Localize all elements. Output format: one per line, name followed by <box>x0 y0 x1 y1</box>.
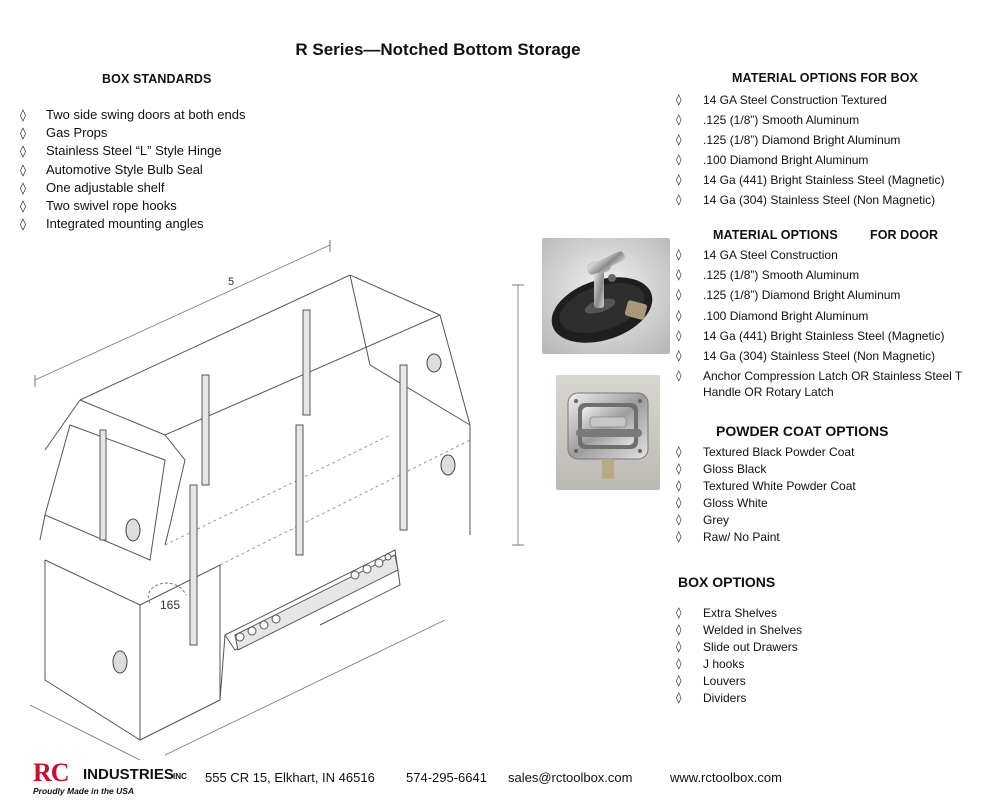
list-item-text: Automotive Style Bulb Seal <box>46 161 203 177</box>
list-item-text: .100 Diamond Bright Aluminum <box>703 308 869 323</box>
list-item <box>20 197 320 215</box>
list-item <box>676 656 976 673</box>
list-item-text: Anchor Compression Latch OR Stainless Steel T Handle OR Rotary Latch <box>703 369 963 400</box>
list-item <box>20 106 320 124</box>
list-item <box>676 673 976 690</box>
diamond-bullet-icon: ◊ <box>676 308 682 322</box>
diamond-bullet-icon: ◊ <box>676 496 682 509</box>
diamond-bullet-icon: ◊ <box>676 513 682 526</box>
diamond-bullet-icon: ◊ <box>676 462 682 475</box>
list-item <box>676 368 994 400</box>
footer-address: 555 CR 15, Elkhart, IN 46516 <box>205 770 375 785</box>
list-item-text: Louvers <box>703 674 746 688</box>
logo-rc-text: RC <box>33 758 69 787</box>
material-door-heading: MATERIAL OPTIONS <box>713 228 838 242</box>
box-options-heading: BOX OPTIONS <box>678 574 776 590</box>
top-dimension-label: 5 <box>228 276 235 288</box>
diamond-bullet-icon: ◊ <box>20 144 26 159</box>
list-item-text: 14 Ga (441) Bright Stainless Steel (Magnetic) <box>703 173 945 187</box>
list-item-text: .125 (1/8”) Smooth Aluminum <box>703 113 860 127</box>
diamond-bullet-icon: ◊ <box>676 674 682 687</box>
footer-phone: 574-295-6641 <box>406 770 487 785</box>
list-item <box>20 142 320 160</box>
list-item <box>20 161 320 179</box>
t-handle-latch-photo <box>556 375 660 490</box>
diamond-bullet-icon: ◊ <box>676 93 682 106</box>
diamond-bullet-icon: ◊ <box>676 248 682 261</box>
logo-tagline: Proudly Made in the USA <box>33 786 135 796</box>
list-item <box>676 308 994 328</box>
powder-coat-heading: POWDER COAT OPTIONS <box>716 423 889 439</box>
rc-industries-logo <box>33 758 187 798</box>
material-door-list <box>676 247 994 400</box>
list-item <box>20 124 320 142</box>
toolbox-line-drawing <box>0 225 540 770</box>
list-item <box>676 512 976 529</box>
list-item <box>676 461 976 478</box>
list-item-text: Gloss Black <box>703 462 767 476</box>
diamond-bullet-icon: ◊ <box>676 479 682 492</box>
list-item-text: 14 GA Steel Construction <box>703 248 838 262</box>
list-item-text: Textured Black Powder Coat <box>703 445 855 459</box>
diamond-bullet-icon: ◊ <box>676 153 682 166</box>
list-item <box>676 622 976 639</box>
list-item-text: J hooks <box>703 657 745 671</box>
diamond-bullet-icon: ◊ <box>20 198 26 213</box>
box-standards-heading: BOX STANDARDS <box>102 72 212 86</box>
box-standards-list <box>20 106 320 233</box>
diamond-bullet-icon: ◊ <box>676 113 682 126</box>
list-item <box>20 179 320 197</box>
diamond-bullet-icon: ◊ <box>676 445 682 458</box>
diamond-bullet-icon: ◊ <box>676 288 682 302</box>
angle-dimension-label: 165 <box>160 598 181 612</box>
material-box-list <box>676 92 996 212</box>
page-title: R Series—Notched Bottom Storage <box>295 40 581 59</box>
diamond-bullet-icon: ◊ <box>676 173 682 186</box>
list-item <box>676 478 976 495</box>
diamond-bullet-icon: ◊ <box>676 328 682 342</box>
list-item <box>676 639 976 656</box>
list-item <box>676 690 976 707</box>
list-item <box>676 92 996 112</box>
list-item-text: Stainless Steel “L” Style Hinge <box>46 143 222 159</box>
list-item-text: Raw/ No Paint <box>703 530 780 544</box>
list-item <box>676 132 996 152</box>
list-item-text: .125 (1/8”) Diamond Bright Aluminum <box>703 133 901 147</box>
diamond-bullet-icon: ◊ <box>676 268 682 282</box>
list-item-text: Two side swing doors at both ends <box>46 107 246 122</box>
list-item-text: Extra Shelves <box>703 606 778 620</box>
list-item-text: Two swivel rope hooks <box>46 197 177 213</box>
logo-inc-text: INC <box>173 772 187 781</box>
list-item <box>676 152 996 172</box>
list-item-text: Slide out Drawers <box>703 640 798 654</box>
diamond-bullet-icon: ◊ <box>676 530 682 543</box>
list-item <box>676 495 976 512</box>
compression-latch-photo <box>542 238 670 354</box>
list-item-text: 14 GA Steel Construction Textured <box>703 93 887 107</box>
list-item-text: Gloss White <box>703 496 768 510</box>
list-item <box>676 192 996 212</box>
list-item-text: Grey <box>703 513 730 527</box>
list-item <box>676 328 994 348</box>
list-item-text: 14 Ga (304) Stainless Steel (Non Magnetic) <box>703 348 936 363</box>
material-box-heading: MATERIAL OPTIONS FOR BOX <box>732 71 918 85</box>
list-item <box>676 267 994 287</box>
list-item <box>676 287 994 307</box>
list-item <box>676 247 994 267</box>
list-item-text: .100 Diamond Bright Aluminum <box>703 153 869 167</box>
list-item-text: .125 (1/8”) Diamond Bright Aluminum <box>703 288 901 303</box>
logo-industries-text: INDUSTRIES <box>83 766 174 783</box>
diamond-bullet-icon: ◊ <box>676 623 682 636</box>
diamond-bullet-icon: ◊ <box>20 162 26 177</box>
diamond-bullet-icon: ◊ <box>676 657 682 670</box>
list-item-text: 14 Ga (441) Bright Stainless Steel (Magnetic) <box>703 328 945 343</box>
list-item-text: Dividers <box>703 691 747 705</box>
box-options-list <box>676 605 976 707</box>
list-item <box>676 348 994 368</box>
diamond-bullet-icon: ◊ <box>20 126 26 141</box>
diamond-bullet-icon: ◊ <box>676 606 682 619</box>
diamond-bullet-icon: ◊ <box>676 640 682 653</box>
list-item <box>676 605 976 622</box>
list-item-text: Welded in Shelves <box>703 623 803 637</box>
diamond-bullet-icon: ◊ <box>676 193 682 206</box>
list-item <box>676 172 996 192</box>
list-item-text: .125 (1/8”) Smooth Aluminum <box>703 268 860 283</box>
list-item <box>676 112 996 132</box>
list-item-text: 14 Ga (304) Stainless Steel (Non Magnetic) <box>703 193 936 207</box>
list-item <box>676 444 976 461</box>
diamond-bullet-icon: ◊ <box>676 133 682 146</box>
diamond-bullet-icon: ◊ <box>20 217 26 232</box>
diamond-bullet-icon: ◊ <box>676 348 682 362</box>
diamond-bullet-icon: ◊ <box>676 691 682 704</box>
list-item-text: Integrated mounting angles <box>46 216 204 232</box>
material-door-heading-right: FOR DOOR <box>870 228 939 242</box>
list-item-text: One adjustable shelf <box>46 179 165 195</box>
footer-website[interactable]: www.rctoolbox.com <box>670 770 782 785</box>
diamond-bullet-icon: ◊ <box>20 180 26 195</box>
footer-email[interactable]: sales@rctoolbox.com <box>508 770 633 785</box>
diamond-bullet-icon: ◊ <box>676 369 682 383</box>
list-item <box>676 529 976 546</box>
powder-coat-list <box>676 444 976 546</box>
list-item-text: Gas Props <box>46 125 108 141</box>
diamond-bullet-icon: ◊ <box>20 108 26 122</box>
list-item-text: Textured White Powder Coat <box>703 479 856 493</box>
